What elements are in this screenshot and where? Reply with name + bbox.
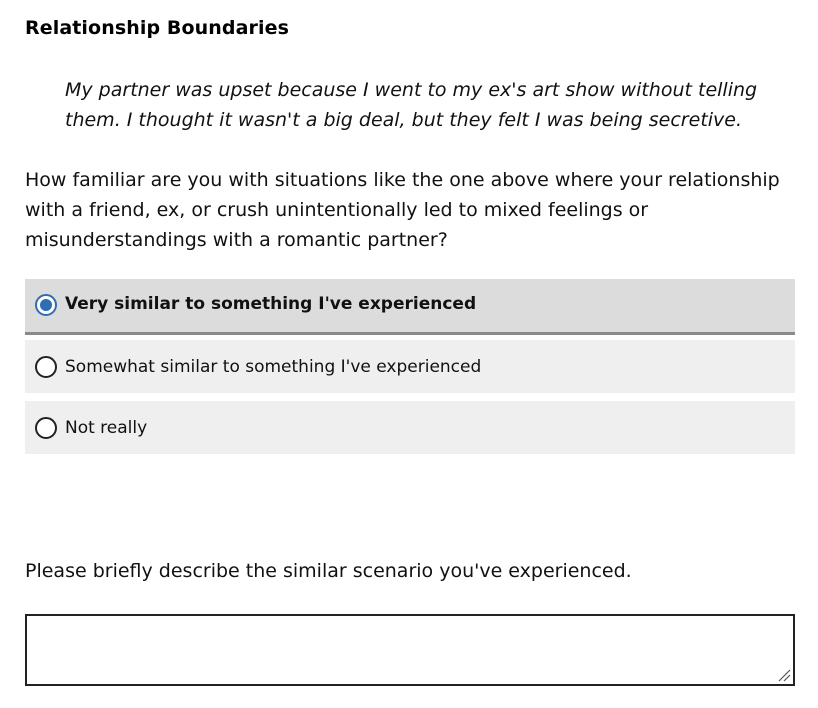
option-label: Not really [65,417,148,438]
section-title: Relationship Boundaries [25,17,289,39]
option-somewhat-similar[interactable] [25,340,795,393]
followup-prompt: Please briefly describe the similar scenario you've experienced. [25,560,632,582]
scenario-description-textarea[interactable] [25,614,795,686]
radio-button-icon[interactable] [35,417,57,439]
option-very-similar[interactable] [25,279,795,335]
radio-button-icon[interactable] [35,356,57,378]
radio-button-icon[interactable] [35,294,57,316]
question-text: How familiar are you with situations like the one above where your relationship with a friend, ex, or crush unintentionally led to mixed feelings or misunderstandings with a romantic partner? [25,169,780,251]
radio-selected-dot [40,299,52,311]
answer-options [25,279,795,462]
option-label: Somewhat similar to something I've experienced [65,356,482,377]
scenario-quote: My partner was upset because I went to my ex's art show without telling them. I thought it wasn't a big deal, but they felt I was being secretive. [65,79,758,131]
option-label: Very similar to something I've experienced [65,293,477,314]
resize-grip-icon[interactable] [777,668,791,682]
option-not-really[interactable] [25,401,795,454]
